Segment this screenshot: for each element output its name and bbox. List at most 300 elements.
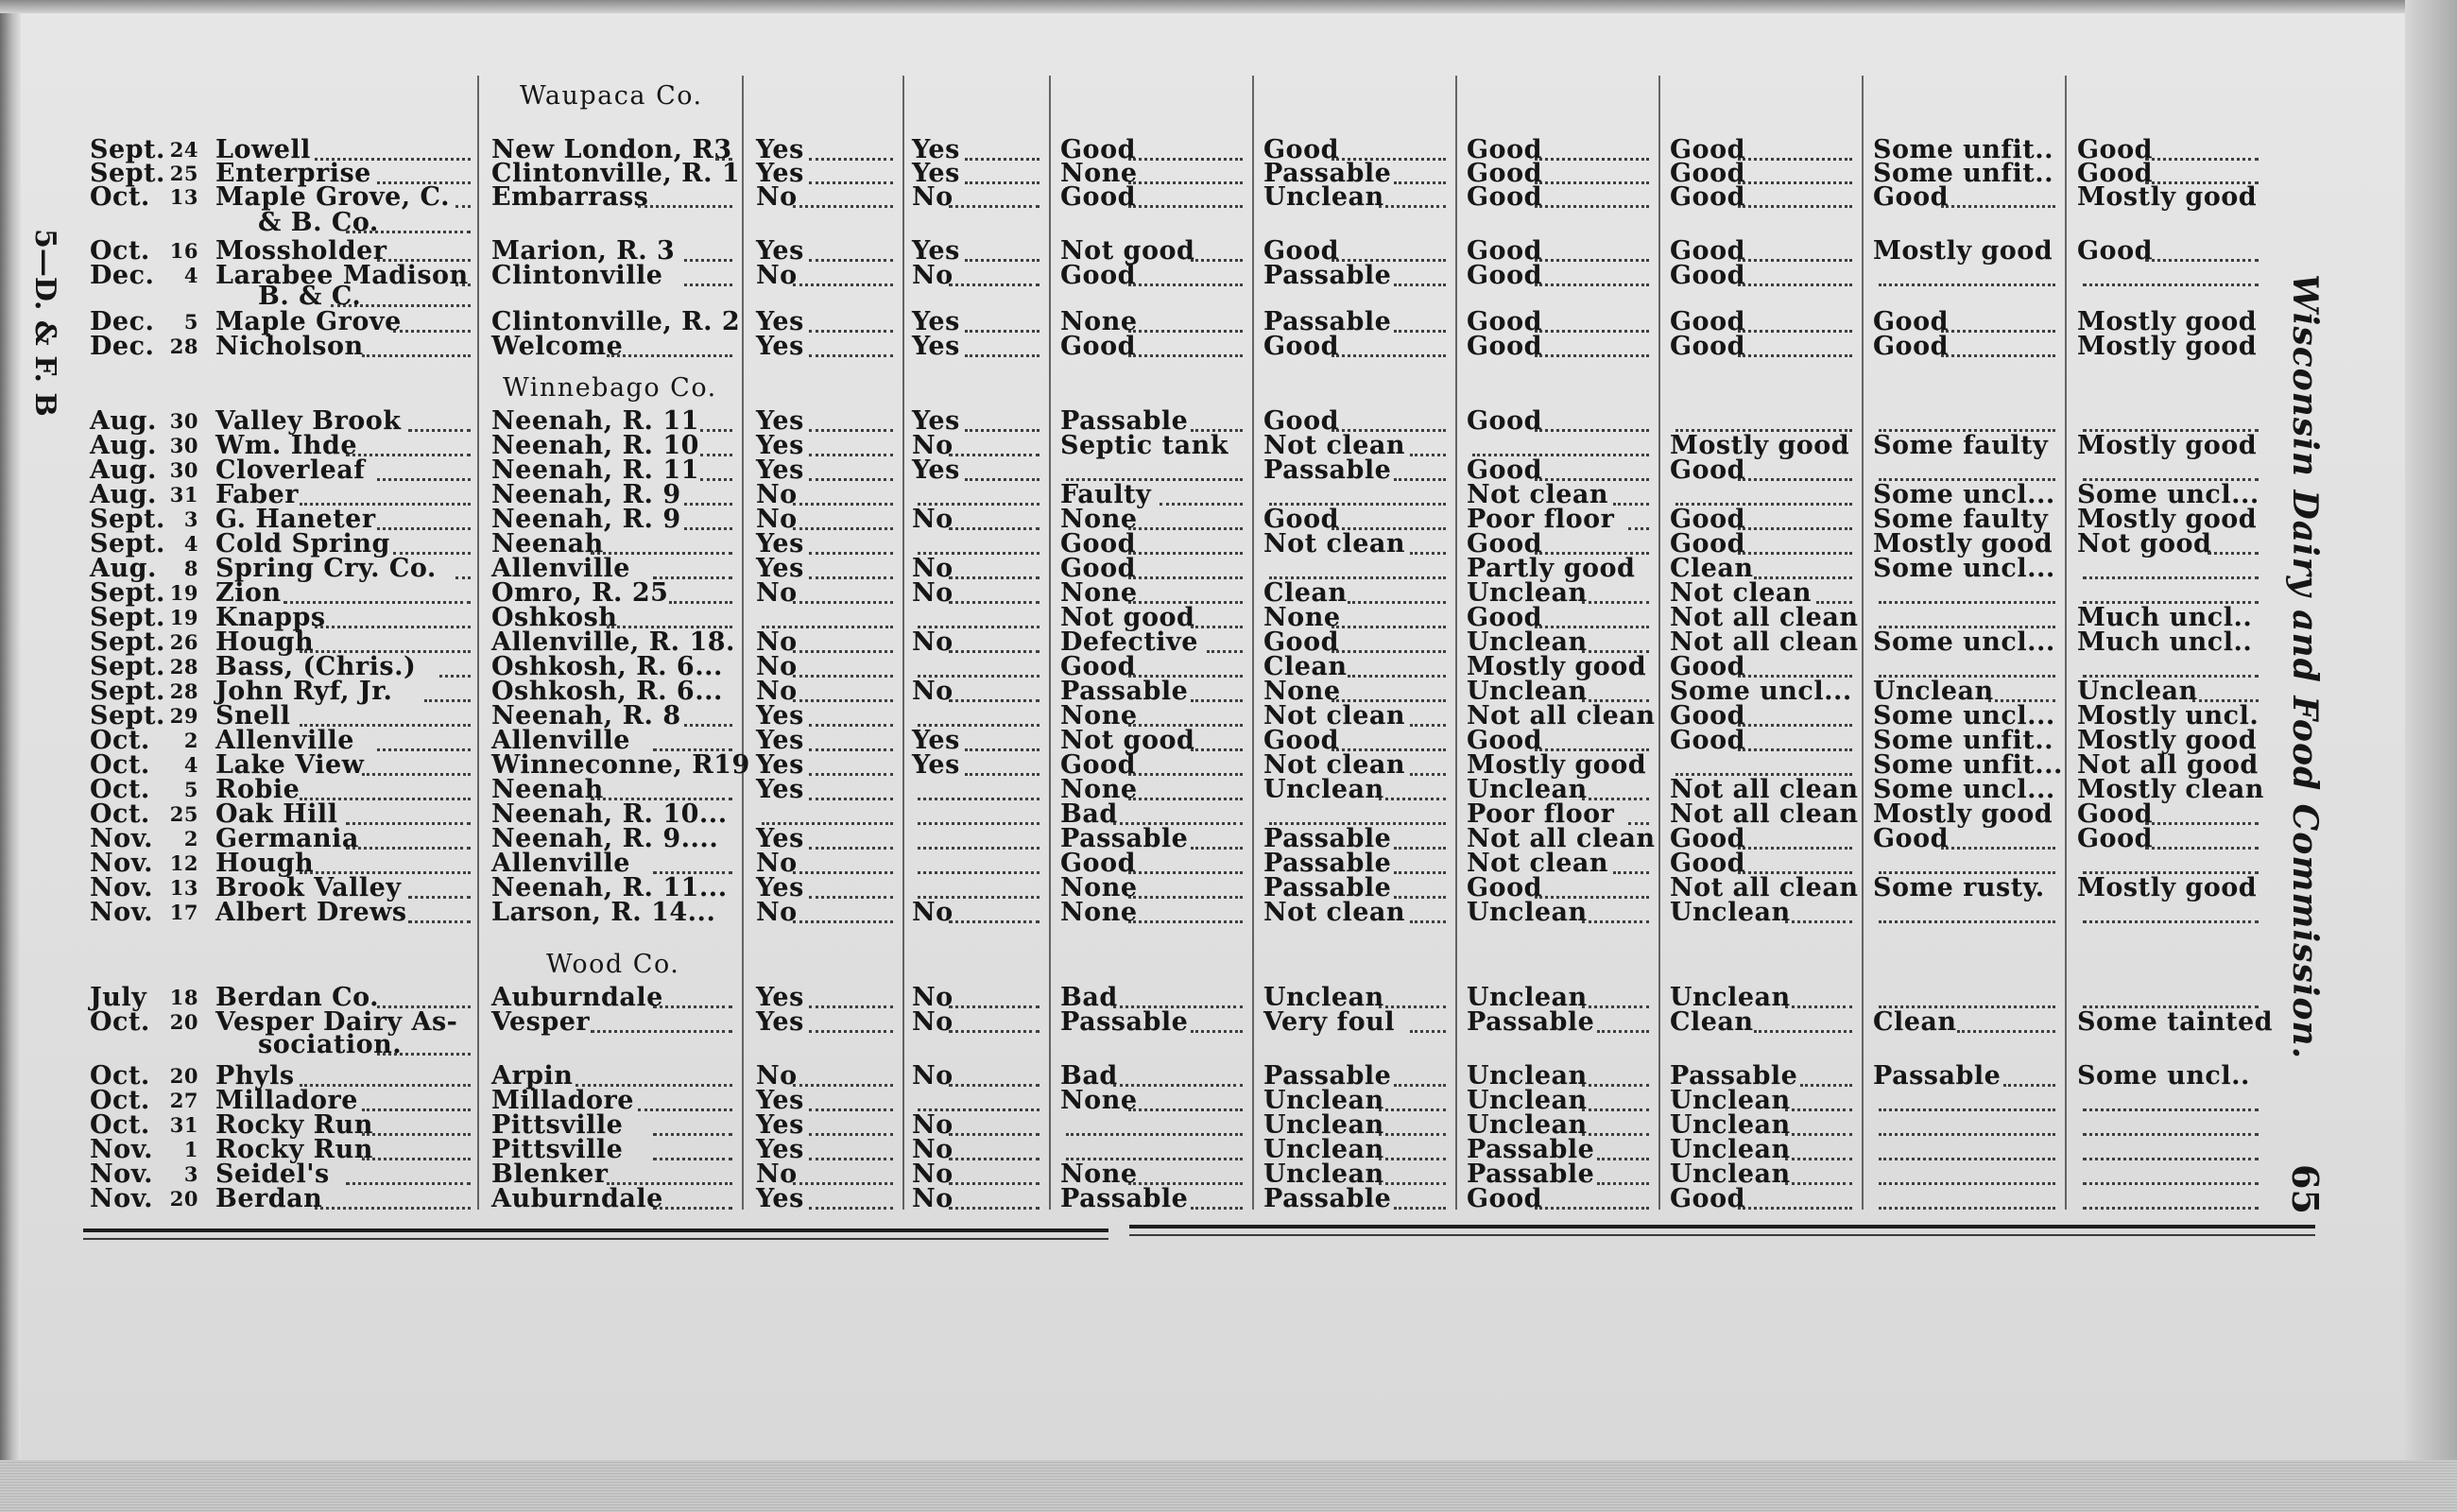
cell-factory: Wm. Ihde (215, 431, 358, 460)
cell-col-yes-no-1: Yes (756, 726, 804, 755)
cell-col-condition-6: Not good (2077, 529, 2212, 558)
cell-col-condition-4: Not clean (1670, 578, 1813, 608)
cell-col-condition-6: Mostly good (2077, 505, 2258, 534)
cell-factory: Albert Drews (215, 898, 407, 927)
cell-col-condition-3: Good (1467, 236, 1542, 266)
cell-month: Aug. (90, 554, 157, 583)
cell-factory: Faber (215, 480, 299, 509)
cell-col-condition-1: Good (1060, 182, 1136, 212)
cell-col-yes-no-1: Yes (756, 775, 804, 804)
cell-col-condition-1: None (1060, 873, 1138, 902)
cell-day: 24 (169, 138, 198, 162)
cell-col-yes-no-1: Yes (756, 824, 804, 853)
county-heading: Winnebago Co. (503, 373, 717, 403)
cell-post-office: Neenah, R. 9 (491, 480, 681, 509)
cell-month: Oct. (90, 799, 150, 829)
cell-month: Sept. (90, 652, 165, 681)
cell-col-yes-no-2: Yes (912, 726, 960, 755)
cell-col-condition-2: Very foul (1263, 1007, 1395, 1037)
cell-factory: Allenville (215, 726, 354, 755)
cell-col-yes-no-1: Yes (756, 406, 804, 436)
cell-col-condition-3: Poor floor (1467, 505, 1615, 534)
cell-col-condition-6: Mostly uncl. (2077, 701, 2259, 730)
cell-col-condition-5: Mostly good (1873, 236, 2053, 266)
cell-col-yes-no-2: Yes (912, 750, 960, 780)
cell-col-yes-no-1: Yes (756, 1135, 804, 1164)
cell-col-yes-no-1: No (756, 505, 798, 534)
cell-day: 25 (169, 802, 198, 826)
cell-month: Sept. (90, 135, 165, 164)
cell-col-condition-4: Good (1670, 182, 1745, 212)
cell-factory: Brook Valley (215, 873, 402, 902)
cell-post-office: Oshkosh (491, 603, 618, 632)
cell-day: 31 (169, 483, 198, 507)
cell-post-office: Winneconne, R19 (491, 750, 750, 780)
cell-post-office: Blenker (491, 1160, 609, 1189)
cell-month: Dec. (90, 261, 155, 290)
cell-post-office: Arpin (491, 1061, 574, 1091)
cell-col-yes-no-1: Yes (756, 701, 804, 730)
cell-col-condition-4: Good (1670, 455, 1745, 485)
cell-col-yes-no-2: No (912, 578, 954, 608)
cell-col-condition-3: Good (1467, 307, 1542, 336)
cell-month: Nov. (90, 873, 154, 902)
bottom-rule-right-thin (1129, 1234, 2315, 1236)
cell-col-condition-4: Good (1670, 849, 1745, 878)
cell-col-condition-4: Not all clean (1670, 873, 1859, 902)
cell-factory: Rocky Run (215, 1110, 373, 1140)
cell-col-condition-3: Good (1467, 873, 1542, 902)
cell-col-condition-5: Some uncl... (1873, 627, 2055, 657)
cell-day: 30 (169, 409, 198, 433)
cell-col-condition-4: Good (1670, 1184, 1745, 1213)
cell-col-condition-5: Mostly good (1873, 529, 2053, 558)
cell-day: 17 (169, 901, 198, 924)
cell-day: 2 (183, 729, 198, 752)
cell-factory: Larabee Madison (215, 261, 469, 290)
cell-col-condition-4: Good (1670, 236, 1745, 266)
cell-col-yes-no-2: Yes (912, 406, 960, 436)
cell-col-condition-3: Not clean (1467, 480, 1609, 509)
cell-col-condition-4: Unclean (1670, 1086, 1791, 1115)
cell-col-condition-4: Unclean (1670, 1110, 1791, 1140)
cell-factory: Vesper Dairy As- (215, 1007, 458, 1037)
county-heading: Waupaca Co. (520, 81, 703, 111)
cell-col-condition-6: Good (2077, 824, 2153, 853)
cell-month: Oct. (90, 182, 150, 212)
cell-day: 31 (169, 1113, 198, 1137)
cell-col-yes-no-1: No (756, 652, 798, 681)
cell-col-condition-2: Good (1263, 726, 1339, 755)
cell-post-office: Allenville, R. 18. (491, 627, 735, 657)
cell-col-yes-no-2: No (912, 554, 954, 583)
cell-col-condition-4: Not all clean (1670, 775, 1859, 804)
cell-col-condition-1: None (1060, 775, 1138, 804)
cell-col-condition-5: Some uncl... (1873, 775, 2055, 804)
cell-col-condition-2: Passable (1263, 261, 1392, 290)
cell-col-yes-no-1: No (756, 578, 798, 608)
cell-month: Sept. (90, 603, 165, 632)
cell-col-condition-2: Passable (1263, 159, 1392, 188)
cell-col-condition-1: None (1060, 505, 1138, 534)
cell-post-office: Welcome (491, 332, 624, 361)
cell-col-condition-2: Not clean (1263, 529, 1406, 558)
cell-factory: Maple Grove (215, 307, 402, 336)
cell-col-condition-2: Good (1263, 627, 1339, 657)
cell-col-condition-6: Good (2077, 159, 2153, 188)
cell-col-condition-5: Some uncl... (1873, 480, 2055, 509)
cell-factory: Germania (215, 824, 359, 853)
cell-col-condition-5: Some faulty (1873, 505, 2049, 534)
cell-col-condition-2: Unclean (1263, 1086, 1384, 1115)
cell-day: 5 (183, 310, 198, 334)
cell-col-condition-3: Good (1467, 406, 1542, 436)
cell-col-yes-no-2: No (912, 261, 954, 290)
cell-col-condition-3: Unclean (1467, 983, 1588, 1012)
cell-col-yes-no-2: No (912, 1110, 954, 1140)
cell-factory: Zion (215, 578, 282, 608)
cell-col-yes-no-1: Yes (756, 1110, 804, 1140)
cell-post-office: Neenah, R. 8 (491, 701, 681, 730)
cell-factory: sociation. (258, 1030, 403, 1059)
cell-col-condition-3: Unclean (1467, 627, 1588, 657)
cell-month: Oct. (90, 1086, 150, 1115)
cell-col-condition-2: Unclean (1263, 1110, 1384, 1140)
cell-day: 13 (169, 185, 198, 209)
cell-day: 30 (169, 434, 198, 457)
cell-col-yes-no-1: Yes (756, 455, 804, 485)
cell-day: 28 (169, 655, 198, 679)
cell-col-condition-4: Good (1670, 529, 1745, 558)
cell-col-condition-2: Not clean (1263, 750, 1406, 780)
cell-col-condition-6: Mostly good (2077, 431, 2258, 460)
cell-col-condition-2: Passable (1263, 849, 1392, 878)
cell-factory: Oak Hill (215, 799, 338, 829)
cell-day: 19 (169, 581, 198, 605)
cell-post-office: Oshkosh, R. 6... (491, 677, 723, 706)
cell-col-yes-no-2: No (912, 182, 954, 212)
cell-factory: G. Haneter (215, 505, 376, 534)
cell-col-yes-no-2: Yes (912, 455, 960, 485)
cell-col-condition-2: Unclean (1263, 775, 1384, 804)
cell-month: Sept. (90, 578, 165, 608)
cell-month: Sept. (90, 505, 165, 534)
cell-col-yes-no-2: No (912, 1160, 954, 1189)
cell-day: 16 (169, 239, 198, 263)
cell-factory: & B. Co. (258, 208, 379, 237)
cell-factory: Phyls (215, 1061, 295, 1091)
cell-factory: Robie (215, 775, 301, 804)
cell-month: Nov. (90, 824, 154, 853)
cell-col-condition-3: Not all clean (1467, 701, 1656, 730)
cell-post-office: Clintonville (491, 261, 663, 290)
cell-post-office: Neenah, R. 11... (491, 873, 728, 902)
cell-col-condition-2: Good (1263, 236, 1339, 266)
cell-col-condition-5: Good (1873, 182, 1949, 212)
cell-col-condition-6: Good (2077, 236, 2153, 266)
cell-col-condition-1: None (1060, 1086, 1138, 1115)
cell-day: 3 (183, 1162, 198, 1186)
cell-col-condition-5: Some unfit.. (1873, 726, 2054, 755)
cell-col-condition-2: Good (1263, 332, 1339, 361)
cell-factory: Cloverleaf (215, 455, 366, 485)
cell-factory: Snell (215, 701, 291, 730)
cell-col-condition-5: Some uncl... (1873, 701, 2055, 730)
cell-col-condition-4: Unclean (1670, 1135, 1791, 1164)
cell-col-condition-6: Mostly clean (2077, 775, 2264, 804)
cell-day: 2 (183, 827, 198, 850)
cell-col-condition-3: Unclean (1467, 1110, 1588, 1140)
cell-month: Dec. (90, 307, 155, 336)
cell-col-condition-6: Some uncl.. (2077, 1061, 2250, 1091)
cell-col-yes-no-1: Yes (756, 554, 804, 583)
cell-month: July (90, 983, 147, 1012)
cell-factory: Milladore (215, 1086, 358, 1115)
cell-col-condition-1: Passable (1060, 406, 1189, 436)
cell-col-condition-2: Not clean (1263, 898, 1406, 927)
cell-col-condition-4: Unclean (1670, 1160, 1791, 1189)
cell-col-condition-3: Not all clean (1467, 824, 1656, 853)
cell-col-condition-2: Good (1263, 406, 1339, 436)
cell-factory: Hough (215, 849, 315, 878)
cell-col-yes-no-1: Yes (756, 159, 804, 188)
cell-col-condition-4: Good (1670, 135, 1745, 164)
cell-month: Dec. (90, 332, 155, 361)
cell-col-condition-1: Good (1060, 332, 1136, 361)
cell-col-condition-4: Good (1670, 307, 1745, 336)
cell-month: Nov. (90, 1135, 154, 1164)
cell-col-condition-1: None (1060, 701, 1138, 730)
cell-col-condition-4: Not all clean (1670, 799, 1859, 829)
cell-col-condition-2: Not clean (1263, 431, 1406, 460)
cell-col-condition-2: Good (1263, 135, 1339, 164)
cell-col-condition-6: Mostly good (2077, 332, 2258, 361)
cell-factory: Lowell (215, 135, 311, 164)
cell-col-condition-5: Good (1873, 307, 1949, 336)
cell-col-condition-4: Not all clean (1670, 627, 1859, 657)
cell-factory: Nicholson (215, 332, 364, 361)
cell-col-condition-2: Clean (1263, 652, 1348, 681)
cell-col-yes-no-2: Yes (912, 307, 960, 336)
cell-col-condition-1: Bad (1060, 799, 1118, 829)
cell-post-office: Allenville (491, 554, 630, 583)
cell-month: Nov. (90, 849, 154, 878)
cell-col-yes-no-1: No (756, 480, 798, 509)
cell-col-condition-6: Mostly good (2077, 182, 2258, 212)
cell-col-condition-1: None (1060, 307, 1138, 336)
cell-day: 20 (169, 1010, 198, 1034)
cell-col-condition-1: Good (1060, 750, 1136, 780)
running-head: Wisconsin Dairy and Food Commission. (2285, 274, 2325, 1060)
cell-col-condition-1: Good (1060, 529, 1136, 558)
cell-col-yes-no-2: No (912, 505, 954, 534)
cell-col-condition-3: Mostly good (1467, 750, 1647, 780)
cell-col-yes-no-1: Yes (756, 135, 804, 164)
cell-month: Nov. (90, 898, 154, 927)
cell-col-yes-no-1: No (756, 182, 798, 212)
cell-post-office: Auburndale (491, 983, 663, 1012)
cell-col-condition-4: Not all clean (1670, 603, 1859, 632)
cell-col-yes-no-1: Yes (756, 431, 804, 460)
cell-post-office: Neenah, R. 10 (491, 431, 699, 460)
cell-col-yes-no-2: Yes (912, 159, 960, 188)
cell-col-yes-no-1: No (756, 677, 798, 706)
cell-col-condition-4: Some uncl... (1670, 677, 1852, 706)
cell-col-yes-no-1: No (756, 627, 798, 657)
cell-col-condition-4: Passable (1670, 1061, 1798, 1091)
cell-col-condition-3: Good (1467, 182, 1542, 212)
cell-col-yes-no-2: No (912, 677, 954, 706)
cell-post-office: Neenah (491, 775, 604, 804)
cell-post-office: Milladore (491, 1086, 634, 1115)
signature-mark: 5—D. & F. B (28, 229, 61, 417)
cell-month: Sept. (90, 627, 165, 657)
cell-col-condition-6: Much uncl.. (2077, 603, 2253, 632)
cell-col-condition-4: Clean (1670, 554, 1754, 583)
cell-col-condition-5: Some rusty. (1873, 873, 2045, 902)
cell-col-condition-3: Mostly good (1467, 652, 1647, 681)
cell-col-yes-no-1: Yes (756, 332, 804, 361)
cell-col-condition-1: Good (1060, 554, 1136, 583)
cell-day: 3 (183, 507, 198, 531)
cell-col-yes-no-2: No (912, 1061, 954, 1091)
cell-day: 28 (169, 335, 198, 358)
cell-col-condition-3: Good (1467, 529, 1542, 558)
cell-col-condition-1: Faulty (1060, 480, 1152, 509)
cell-col-condition-3: Passable (1467, 1135, 1595, 1164)
cell-col-condition-3: Good (1467, 603, 1542, 632)
cell-col-condition-2: Clean (1263, 578, 1348, 608)
cell-day: 20 (169, 1064, 198, 1088)
cell-col-condition-1: Good (1060, 135, 1136, 164)
cell-day: 4 (183, 264, 198, 287)
cell-col-condition-3: Good (1467, 261, 1542, 290)
cell-post-office: Neenah, R. 9.... (491, 824, 719, 853)
cell-col-condition-1: Defective (1060, 627, 1198, 657)
cell-factory: Mossholder (215, 236, 387, 266)
cell-day: 8 (183, 557, 198, 580)
cell-col-condition-3: Unclean (1467, 1061, 1588, 1091)
cell-month: Oct. (90, 726, 150, 755)
cell-col-condition-3: Not clean (1467, 849, 1609, 878)
cell-col-yes-no-2: No (912, 983, 954, 1012)
cell-month: Oct. (90, 1007, 150, 1037)
cell-col-condition-1: Not good (1060, 603, 1195, 632)
cell-month: Oct. (90, 236, 150, 266)
cell-col-condition-5: Some unfit.. (1873, 135, 2054, 164)
cell-col-condition-3: Good (1467, 1184, 1542, 1213)
cell-factory: Spring Cry. Co. (215, 554, 437, 583)
bottom-rule-right (1129, 1225, 2315, 1228)
cell-col-condition-6: Good (2077, 135, 2153, 164)
cell-day: 12 (169, 851, 198, 875)
cell-col-condition-5: Passable (1873, 1061, 2002, 1091)
cell-col-condition-2: Good (1263, 505, 1339, 534)
cell-col-condition-2: Unclean (1263, 983, 1384, 1012)
cell-col-condition-5: Mostly good (1873, 799, 2053, 829)
cell-post-office: Pittsville (491, 1135, 624, 1164)
cell-day: 1 (183, 1138, 198, 1161)
cell-post-office: Pittsville (491, 1110, 624, 1140)
cell-col-yes-no-1: No (756, 1160, 798, 1189)
cell-col-condition-1: Not good (1060, 236, 1195, 266)
cell-factory: Berdan (215, 1184, 323, 1213)
cell-factory: Hough (215, 627, 315, 657)
cell-col-condition-1: Septic tank (1060, 431, 1228, 460)
cell-col-yes-no-2: No (912, 898, 954, 927)
cell-col-yes-no-2: Yes (912, 135, 960, 164)
cell-month: Sept. (90, 701, 165, 730)
cell-col-yes-no-1: Yes (756, 1007, 804, 1037)
cell-col-condition-1: Passable (1060, 1007, 1189, 1037)
cell-col-condition-2: Passable (1263, 455, 1392, 485)
cell-col-condition-5: Good (1873, 332, 1949, 361)
bottom-rule-left (83, 1228, 1108, 1232)
cell-factory: Valley Brook (215, 406, 402, 436)
cell-post-office: Neenah, R. 11 (491, 455, 699, 485)
cell-post-office: Auburndale (491, 1184, 663, 1213)
cell-col-condition-6: Mostly good (2077, 726, 2258, 755)
cell-col-yes-no-1: Yes (756, 873, 804, 902)
cell-col-condition-5: Some uncl... (1873, 554, 2055, 583)
cell-col-condition-4: Good (1670, 701, 1745, 730)
cell-col-yes-no-1: Yes (756, 236, 804, 266)
bottom-rule-left-thin (83, 1238, 1108, 1240)
cell-col-condition-6: Not all good (2077, 750, 2259, 780)
cell-col-condition-4: Good (1670, 652, 1745, 681)
cell-col-condition-4: Unclean (1670, 898, 1791, 927)
cell-col-condition-4: Clean (1670, 1007, 1754, 1037)
cell-post-office: Clintonville, R. 1 (491, 159, 741, 188)
cell-col-yes-no-2: Yes (912, 236, 960, 266)
cell-post-office: Larson, R. 14... (491, 898, 716, 927)
cell-col-condition-5: Some faulty (1873, 431, 2049, 460)
cell-month: Sept. (90, 159, 165, 188)
cell-col-condition-5: Good (1873, 824, 1949, 853)
cell-col-condition-3: Poor floor (1467, 799, 1615, 829)
cell-col-condition-3: Partly good (1467, 554, 1636, 583)
cell-col-condition-4: Good (1670, 261, 1745, 290)
cell-day: 27 (169, 1089, 198, 1112)
cell-col-condition-1: Passable (1060, 677, 1189, 706)
cell-col-condition-4: Unclean (1670, 983, 1791, 1012)
cell-col-yes-no-2: No (912, 627, 954, 657)
county-heading: Wood Co. (546, 950, 680, 979)
cell-col-condition-5: Unclean (1873, 677, 1994, 706)
cell-col-condition-2: Passable (1263, 1184, 1392, 1213)
cell-col-condition-2: Passable (1263, 873, 1392, 902)
cell-day: 5 (183, 778, 198, 801)
cell-col-condition-2: Passable (1263, 824, 1392, 853)
cell-month: Oct. (90, 1061, 150, 1091)
cell-factory: Knapps (215, 603, 326, 632)
cell-col-condition-1: Passable (1060, 824, 1189, 853)
cell-month: Aug. (90, 431, 157, 460)
cell-col-condition-3: Unclean (1467, 898, 1588, 927)
cell-post-office: Vesper (491, 1007, 591, 1037)
cell-col-condition-2: Unclean (1263, 182, 1384, 212)
cell-post-office: Neenah, R. 11 (491, 406, 699, 436)
cell-col-yes-no-1: No (756, 849, 798, 878)
cell-col-condition-6: Some tainted (2077, 1007, 2274, 1037)
cell-col-condition-1: Good (1060, 652, 1136, 681)
cell-month: Aug. (90, 480, 157, 509)
cell-post-office: New London, R3 (491, 135, 732, 164)
cell-col-condition-3: Unclean (1467, 578, 1588, 608)
cell-col-condition-4: Good (1670, 726, 1745, 755)
cell-day: 28 (169, 679, 198, 703)
cell-col-condition-6: Mostly good (2077, 307, 2258, 336)
